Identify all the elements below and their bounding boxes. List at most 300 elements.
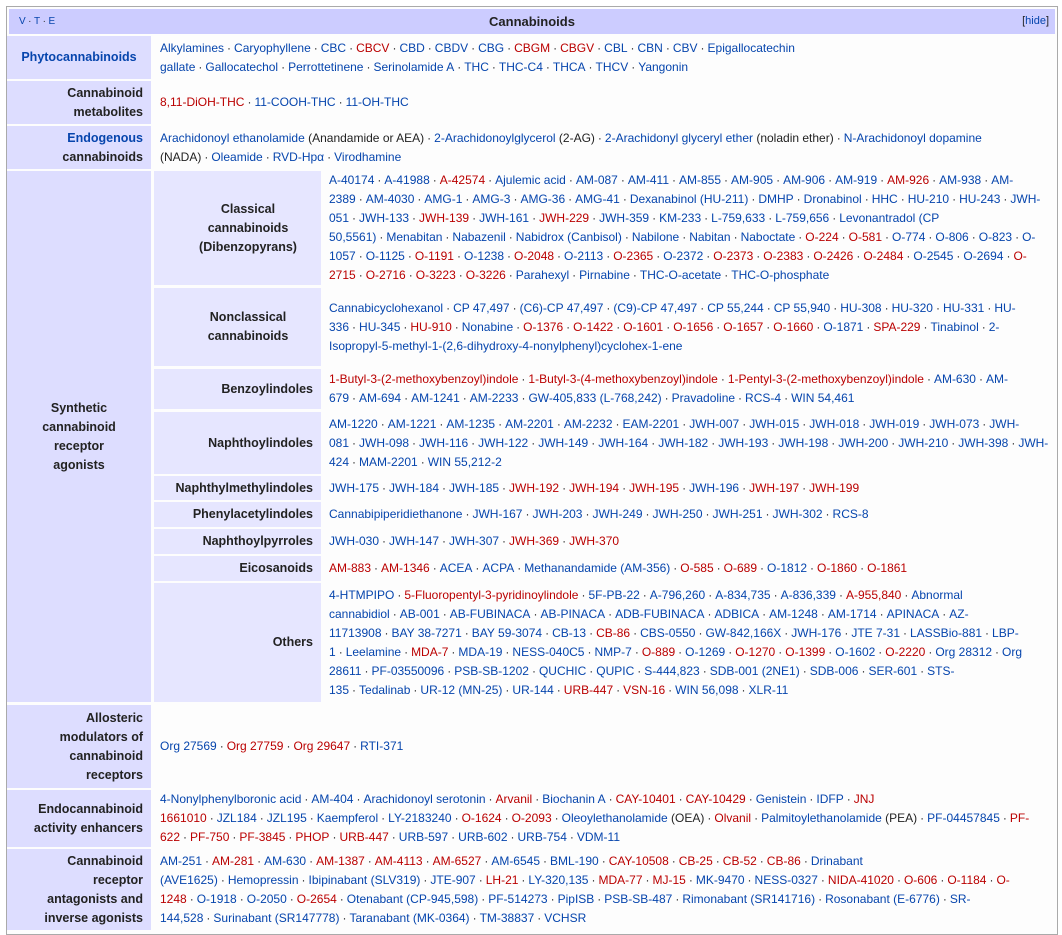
item-link[interactable]: JWH-147 — [389, 534, 440, 548]
item-link[interactable]: AB-001 — [399, 606, 440, 621]
item-link[interactable]: O-889 — [641, 644, 676, 659]
item-link[interactable]: THCV — [595, 59, 629, 74]
item-link[interactable]: HU-243 — [959, 192, 1001, 206]
item-link[interactable]: O-1624 — [461, 811, 502, 825]
hide-toggle[interactable]: [hide] — [1022, 15, 1049, 27]
item-link[interactable]: AM-905 — [731, 173, 774, 187]
item-link[interactable]: Leelamine — [345, 644, 402, 659]
item-link[interactable]: SR-144,528 — [160, 891, 971, 925]
item-link[interactable]: CB-86 — [596, 625, 631, 640]
item-link[interactable]: JWH-195 — [629, 480, 680, 495]
item-link[interactable]: Levonantradol (CP 50,5561) — [329, 211, 940, 244]
item-link[interactable]: Rosonabant (E-6776) — [825, 891, 940, 906]
item-link[interactable]: 11-OH-THC — [345, 95, 409, 109]
item-link[interactable]: Taranabant (MK-0364) — [349, 910, 470, 925]
item-link[interactable]: Org 27759 — [226, 739, 284, 753]
item-link[interactable]: VSN-16 — [623, 682, 666, 697]
item-link[interactable]: CAY-10401 — [615, 792, 676, 806]
item-link[interactable]: 1-Pentyl-3-(2-methoxybenzoyl)indole — [727, 372, 924, 386]
item-link[interactable]: A-42574 — [439, 173, 486, 187]
item-link[interactable]: Kaempferol — [316, 811, 379, 825]
item-link[interactable]: O-1184 — [947, 872, 987, 887]
item-link[interactable]: AM-2389 — [329, 173, 1014, 206]
item-link[interactable]: JWH-229 — [539, 211, 590, 225]
item-link[interactable]: 1-Butyl-3-(4-methoxybenzoyl)indole — [528, 372, 718, 386]
item-link[interactable]: JWH-250 — [652, 507, 703, 521]
item-link[interactable]: Pirnabine — [579, 268, 630, 282]
item-link[interactable]: LBP-1 — [329, 625, 1019, 659]
item-link[interactable]: JWH-370 — [569, 534, 620, 548]
item-link[interactable]: BML-190 — [550, 853, 599, 868]
item-link[interactable]: CBV — [672, 40, 698, 55]
item-link[interactable]: O-585 — [680, 561, 714, 575]
item-link[interactable]: CBGM — [514, 40, 551, 55]
item-link[interactable]: JWH-139 — [419, 211, 470, 225]
item-link[interactable]: PSB-SB-487 — [604, 891, 673, 906]
item-link[interactable]: AM-630 — [264, 853, 307, 868]
item-link[interactable]: Arachidonoyl ethanolamide — [160, 130, 305, 145]
item-link[interactable]: Drinabant (AVE1625) — [160, 853, 863, 887]
item-link[interactable]: O-2715 — [329, 249, 1027, 282]
item-link[interactable]: WIN 54,461 — [791, 391, 855, 405]
item-link[interactable]: AM-855 — [679, 173, 722, 187]
item-link[interactable]: MDA-7 — [411, 644, 449, 659]
item-link[interactable]: PF-514273 — [488, 891, 548, 906]
item-link[interactable]: O-581 — [848, 230, 883, 244]
item-link[interactable]: JWH-200 — [838, 435, 889, 450]
item-link[interactable]: RTI-371 — [360, 739, 404, 753]
item-link[interactable]: Serinolamide A — [373, 59, 455, 74]
item-link[interactable]: DMHP — [758, 192, 794, 206]
item-link[interactable]: ACEA — [439, 561, 473, 575]
item-link[interactable]: Gallocatechol — [205, 59, 279, 74]
item-link[interactable]: THC-O-phosphate — [731, 268, 830, 282]
item-link[interactable]: A-836,339 — [780, 587, 836, 602]
item-link[interactable]: MK-9470 — [695, 872, 745, 887]
item-link[interactable]: O-1399 — [785, 644, 826, 659]
item-link[interactable]: Org 27569 — [160, 739, 217, 753]
item-link[interactable]: HU-320 — [891, 300, 933, 315]
item-link[interactable]: ADB-FUBINACA — [615, 606, 705, 621]
item-link[interactable]: A-40174 — [329, 173, 375, 187]
item-link[interactable]: JWH-198 — [778, 435, 829, 450]
item-link[interactable]: O-224 — [805, 230, 839, 244]
item-link[interactable]: Tinabinol — [930, 319, 979, 334]
item-link[interactable]: CBL — [604, 40, 628, 55]
item-link[interactable]: HHC — [871, 192, 898, 206]
item-link[interactable]: Biochanin A — [542, 792, 606, 806]
item-link[interactable]: AM-919 — [835, 173, 878, 187]
item-link[interactable]: ADBICA — [714, 606, 760, 621]
phytocannabinoids-link[interactable]: Phytocannabinoids — [21, 50, 137, 64]
item-link[interactable]: URB-754 — [517, 830, 567, 844]
item-link[interactable]: JWH-197 — [749, 480, 800, 495]
item-link[interactable]: Surinabant (SR147778) — [213, 910, 340, 925]
item-link[interactable]: AM-2201 — [505, 416, 554, 431]
item-link[interactable]: URB-602 — [458, 830, 508, 844]
item-link[interactable]: JWH-019 — [869, 416, 920, 431]
item-link[interactable]: JWH-073 — [929, 416, 980, 431]
item-link[interactable]: MAM-2201 — [359, 454, 418, 469]
item-link[interactable]: Genistein — [755, 792, 807, 806]
item-link[interactable]: CP 47,497 — [453, 300, 510, 315]
item-link[interactable]: L-759,656 — [775, 211, 830, 225]
item-link[interactable]: 8,11-DiOH-THC — [160, 95, 245, 109]
item-link[interactable]: CBGV — [560, 40, 595, 55]
item-link[interactable]: JWH-249 — [592, 507, 643, 521]
item-link[interactable]: JWH-251 — [712, 507, 763, 521]
item-link[interactable]: WIN 55,212-2 — [427, 454, 502, 469]
item-link[interactable]: O-1601 — [623, 319, 664, 334]
item-link[interactable]: JWH-302 — [772, 507, 823, 521]
item-link[interactable]: UR-12 (MN-25) — [420, 682, 503, 697]
item-link[interactable]: Pravadoline — [671, 391, 736, 405]
item-link[interactable]: CBD — [399, 40, 425, 55]
item-link[interactable]: Cannabicyclohexanol — [329, 300, 444, 315]
item-link[interactable]: SDB-006 — [809, 663, 859, 678]
item-link[interactable]: O-806 — [935, 230, 969, 244]
item-link[interactable]: O-2426 — [813, 249, 854, 263]
item-link[interactable]: O-1248 — [160, 872, 1010, 906]
item-link[interactable]: SER-601 — [868, 663, 918, 678]
item-link[interactable]: AM-087 — [575, 173, 618, 187]
item-link[interactable]: O-2545 — [913, 249, 954, 263]
item-link[interactable]: APINACA — [886, 606, 940, 621]
item-link[interactable]: JWH-398 — [958, 435, 1009, 450]
item-link[interactable]: CBN — [637, 40, 663, 55]
item-link[interactable]: O-2220 — [885, 644, 926, 659]
item-link[interactable]: NIDA-41020 — [827, 872, 894, 887]
item-link[interactable]: O-2383 — [763, 249, 804, 263]
item-link[interactable]: THC — [464, 59, 489, 74]
item-link[interactable]: CP 55,940 — [773, 300, 831, 315]
item-link[interactable]: HU-308 — [840, 300, 882, 315]
item-link[interactable]: GW-405,833 (L-768,242) — [528, 391, 662, 405]
item-link[interactable]: JWH-051 — [329, 192, 1041, 225]
item-link[interactable]: Nabitan — [689, 230, 731, 244]
item-link[interactable]: AM-679 — [329, 372, 1008, 405]
item-link[interactable]: AM-4030 — [365, 192, 415, 206]
item-link[interactable]: O-606 — [903, 872, 938, 887]
item-link[interactable]: XLR-11 — [748, 682, 789, 697]
item-link[interactable]: A-834,735 — [715, 587, 771, 602]
item-link[interactable]: O-2113 — [564, 249, 604, 263]
item-link[interactable]: JNJ 1661010 — [160, 792, 875, 825]
item-link[interactable]: Cannabipiperidiethanone — [329, 507, 463, 521]
item-link[interactable]: URB-447 — [339, 830, 389, 844]
item-link[interactable]: S-444,823 — [644, 663, 700, 678]
item-link[interactable]: AB-PINACA — [540, 606, 606, 621]
item-link[interactable]: AM-926 — [887, 173, 930, 187]
item-link[interactable]: CAY-10429 — [685, 792, 746, 806]
item-link[interactable]: Oleamide — [211, 149, 263, 164]
item-link[interactable]: O-1191 — [414, 249, 454, 263]
item-link[interactable]: JZL184 — [216, 811, 257, 825]
item-link[interactable]: Dexanabinol (HU-211) — [629, 192, 749, 206]
item-link[interactable]: THC-C4 — [498, 59, 543, 74]
item-link[interactable]: HU-910 — [410, 319, 452, 334]
item-link[interactable]: O-774 — [892, 230, 926, 244]
item-link[interactable]: AM-6545 — [491, 853, 541, 868]
item-link[interactable]: JWH-192 — [509, 480, 560, 495]
item-link[interactable]: PSB-SB-1202 — [454, 663, 529, 678]
item-link[interactable]: JWH-193 — [718, 435, 769, 450]
item-link[interactable]: JWH-167 — [472, 507, 523, 521]
item-link[interactable]: Org 28611 — [329, 644, 1023, 678]
item-link[interactable]: Tedalinab — [359, 682, 411, 697]
item-link[interactable]: Nabidrox (Canbisol) — [515, 230, 622, 244]
item-link[interactable]: 2-Arachidonoylglycerol — [434, 130, 556, 145]
item-link[interactable]: URB-447 — [563, 682, 614, 697]
item-link[interactable]: O-2048 — [514, 249, 555, 263]
item-link[interactable]: JWH-018 — [809, 416, 860, 431]
item-link[interactable]: O-1918 — [196, 891, 237, 906]
hide-link[interactable]: hide — [1025, 15, 1046, 27]
item-link[interactable]: JWH-161 — [479, 211, 530, 225]
item-link[interactable]: AM-4113 — [374, 853, 423, 868]
item-link[interactable]: WIN 56,098 — [675, 682, 739, 697]
item-link[interactable]: CB-52 — [722, 853, 757, 868]
item-link[interactable]: SPA-229 — [873, 319, 921, 334]
item-link[interactable]: Naboctate — [740, 230, 796, 244]
item-link[interactable]: O-1861 — [867, 561, 908, 575]
item-link[interactable]: 4-Nonylphenylboronic acid — [160, 792, 302, 806]
item-link[interactable]: ACPA — [482, 561, 515, 575]
item-link[interactable]: O-2694 — [963, 249, 1004, 263]
item-link[interactable]: O-1269 — [685, 644, 726, 659]
item-link[interactable]: GW-842,166X — [705, 625, 782, 640]
item-link[interactable]: JWH-369 — [509, 534, 560, 548]
item-link[interactable]: PF-3845 — [239, 830, 286, 844]
item-link[interactable]: JWH-164 — [598, 435, 649, 450]
item-link[interactable]: O-2373 — [713, 249, 754, 263]
item-link[interactable]: A-41988 — [384, 173, 430, 187]
item-link[interactable]: AB-FUBINACA — [449, 606, 531, 621]
item-link[interactable]: Oleoylethanolamide — [561, 811, 668, 825]
item-link[interactable]: AM-251 — [160, 853, 203, 868]
item-link[interactable]: O-1270 — [735, 644, 776, 659]
item-link[interactable]: 2-Isopropyl-5-methyl-1-(2,6-dihydroxy-4-nonylphenyl)cyclohex-1-ene — [329, 319, 1000, 353]
item-link[interactable]: JTE-907 — [430, 872, 476, 887]
item-link[interactable]: Nabilone — [631, 230, 680, 244]
item-link[interactable]: Arachidonoyl serotonin — [363, 792, 486, 806]
item-link[interactable]: O-1057 — [329, 230, 1036, 263]
talk-template-link[interactable]: T — [34, 16, 41, 27]
item-link[interactable]: PF-622 — [160, 811, 1030, 844]
item-link[interactable]: Ibipinabant (SLV319) — [308, 872, 421, 887]
edit-template-link[interactable]: E — [48, 16, 56, 27]
item-link[interactable]: TM-38837 — [479, 910, 535, 925]
item-link[interactable]: JZL195 — [266, 811, 307, 825]
item-link[interactable]: O-2093 — [511, 811, 552, 825]
item-link[interactable]: Alkylamines — [160, 40, 225, 55]
item-link[interactable]: CBG — [478, 40, 505, 55]
item-link[interactable]: CBC — [320, 40, 347, 55]
item-link[interactable]: AM-906 — [783, 173, 826, 187]
item-link[interactable]: CBCV — [356, 40, 390, 55]
item-link[interactable]: AM-411 — [627, 173, 669, 187]
item-link[interactable]: AM-1248 — [769, 606, 818, 621]
item-link[interactable]: PF-03550096 — [371, 663, 445, 678]
item-link[interactable]: AM-1221 — [387, 416, 437, 431]
item-link[interactable]: O-1125 — [365, 249, 405, 263]
item-link[interactable]: Caryophyllene — [234, 40, 311, 55]
item-link[interactable]: CB-13 — [552, 625, 587, 640]
item-link[interactable]: AM-1714 — [827, 606, 877, 621]
item-link[interactable]: JWH-184 — [389, 480, 440, 495]
item-link[interactable]: O-2372 — [663, 249, 704, 263]
item-link[interactable]: SDB-001 (2NE1) — [709, 663, 800, 678]
item-link[interactable]: 1-Butyl-3-(2-methoxybenzoyl)indole — [329, 372, 519, 386]
item-link[interactable]: Hemopressin — [227, 872, 299, 887]
item-link[interactable]: AM-1387 — [316, 853, 365, 868]
item-link[interactable]: CBS-0550 — [640, 625, 696, 640]
item-link[interactable]: CP 55,244 — [707, 300, 764, 315]
item-link[interactable]: JWH-081 — [329, 416, 1020, 450]
item-link[interactable]: JWH-199 — [809, 480, 860, 495]
item-link[interactable]: AZ-11713908 — [329, 606, 969, 640]
item-link[interactable]: THC-O-acetate — [639, 268, 722, 282]
endogenous-link[interactable]: Endogenous — [67, 130, 143, 145]
item-link[interactable]: AMG-1 — [424, 192, 463, 206]
item-link[interactable]: Palmitoylethanolamide — [761, 811, 882, 825]
item-link[interactable]: EAM-2201 — [622, 416, 680, 431]
item-link[interactable]: AM-1346 — [381, 561, 430, 575]
item-link[interactable]: AM-2232 — [563, 416, 613, 431]
item-link[interactable]: JWH-133 — [359, 211, 410, 225]
item-link[interactable]: Org 29647 — [293, 739, 351, 753]
item-link[interactable]: LH-21 — [485, 872, 519, 887]
item-link[interactable]: AM-2233 — [469, 391, 519, 405]
item-link[interactable]: CB-86 — [766, 853, 801, 868]
item-link[interactable]: HU-345 — [359, 319, 401, 334]
item-link[interactable]: Yangonin — [638, 59, 689, 74]
item-link[interactable]: L-759,633 — [711, 211, 766, 225]
item-link[interactable]: VDM-11 — [576, 830, 620, 844]
item-link[interactable]: JWH-007 — [689, 416, 740, 431]
item-link[interactable]: O-1660 — [773, 319, 814, 334]
item-link[interactable]: NESS-0327 — [754, 872, 818, 887]
item-link[interactable]: Rimonabant (SR141716) — [682, 891, 816, 906]
item-link[interactable]: KM-233 — [659, 211, 702, 225]
item-link[interactable]: MDA-19 — [458, 644, 503, 659]
item-link[interactable]: O-2654 — [296, 891, 337, 906]
item-link[interactable]: Virodhamine — [334, 149, 402, 164]
item-link[interactable]: JWH-149 — [538, 435, 589, 450]
item-link[interactable]: 5F-PB-22 — [588, 587, 640, 602]
item-link[interactable]: O-1860 — [817, 561, 858, 575]
item-link[interactable]: MJ-15 — [652, 872, 686, 887]
item-link[interactable]: O-1657 — [723, 319, 764, 334]
item-link[interactable]: O-1812 — [767, 561, 808, 575]
item-link[interactable]: O-1602 — [835, 644, 876, 659]
item-link[interactable]: STS-135 — [329, 663, 955, 697]
item-link[interactable]: AM-630 — [933, 372, 976, 386]
item-link[interactable]: NMP-7 — [594, 644, 632, 659]
item-link[interactable]: UR-144 — [512, 682, 554, 697]
item-link[interactable]: AM-281 — [212, 853, 255, 868]
item-link[interactable]: PF-04457845 — [927, 811, 1000, 825]
item-link[interactable]: Otenabant (CP-945,598) — [346, 891, 479, 906]
item-link[interactable]: O-1422 — [573, 319, 614, 334]
item-link[interactable]: O-823 — [978, 230, 1013, 244]
item-link[interactable]: 11-COOH-THC — [254, 95, 336, 109]
item-link[interactable]: Arvanil — [495, 792, 533, 806]
item-link[interactable]: AM-883 — [329, 561, 372, 575]
item-link[interactable]: JWH-185 — [449, 480, 500, 495]
item-link[interactable]: AM-1241 — [411, 391, 460, 405]
item-link[interactable]: AM-938 — [939, 173, 982, 187]
item-link[interactable]: CBDV — [434, 40, 469, 55]
item-link[interactable]: JWH-116 — [419, 435, 469, 450]
item-link[interactable]: BAY 59-3074 — [471, 625, 543, 640]
item-link[interactable]: (C6)-CP 47,497 — [519, 300, 604, 315]
item-link[interactable]: VCHSR — [544, 910, 587, 925]
item-link[interactable]: JWH-175 — [329, 480, 380, 495]
item-link[interactable]: Olvanil — [714, 811, 752, 825]
item-link[interactable]: CAY-10508 — [608, 853, 669, 868]
item-link[interactable]: PF-750 — [190, 830, 230, 844]
item-link[interactable]: JWH-424 — [329, 435, 1049, 469]
item-link[interactable]: O-1656 — [673, 319, 714, 334]
item-link[interactable]: Epigallocatechin gallate — [160, 40, 795, 74]
item-link[interactable]: O-2050 — [246, 891, 287, 906]
item-link[interactable]: LY-320,135 — [528, 872, 589, 887]
item-link[interactable]: A-955,840 — [845, 587, 902, 602]
item-link[interactable]: HU-210 — [907, 192, 950, 206]
item-link[interactable]: JWH-098 — [359, 435, 410, 450]
item-link[interactable]: JWH-196 — [689, 480, 740, 495]
item-link[interactable]: PipISB — [557, 891, 595, 906]
item-link[interactable]: JWH-307 — [449, 534, 500, 548]
item-link[interactable]: URB-597 — [398, 830, 449, 844]
item-link[interactable]: AM-694 — [359, 391, 402, 405]
item-link[interactable]: PHOP — [295, 830, 330, 844]
item-link[interactable]: O-1376 — [523, 319, 564, 334]
item-link[interactable]: JWH-182 — [658, 435, 709, 450]
item-link[interactable]: RCS-4 — [745, 391, 782, 405]
item-link[interactable]: Menabitan — [386, 230, 443, 244]
item-link[interactable]: JWH-015 — [749, 416, 800, 431]
item-link[interactable]: RVD-Hpα — [272, 149, 325, 164]
item-link[interactable]: O-1238 — [463, 249, 505, 263]
item-link[interactable]: Nabazenil — [452, 230, 506, 244]
item-link[interactable]: Methanandamide (AM-356) — [524, 561, 671, 575]
item-link[interactable]: Ajulemic acid — [495, 173, 566, 187]
item-link[interactable]: AM-1220 — [329, 416, 378, 431]
item-link[interactable]: Dronabinol — [803, 192, 862, 206]
item-link[interactable]: AMG-36 — [520, 192, 566, 206]
item-link[interactable]: AM-404 — [311, 792, 354, 806]
item-link[interactable]: JWH-194 — [569, 480, 620, 495]
item-link[interactable]: THCA — [552, 59, 586, 74]
item-link[interactable]: N-Arachidonoyl dopamine — [843, 130, 982, 145]
item-link[interactable]: 5-Fluoropentyl-3-pyridinoylindole — [404, 587, 579, 602]
item-link[interactable]: 2-Arachidonyl glyceryl ether — [604, 130, 753, 145]
item-link[interactable]: LY-2183240 — [388, 811, 452, 825]
item-link[interactable]: NESS-040C5 — [512, 644, 585, 659]
item-link[interactable]: LASSBio-881 — [910, 625, 983, 640]
item-link[interactable]: Perrottetinene — [288, 59, 364, 74]
item-link[interactable]: AMG-3 — [472, 192, 511, 206]
item-link[interactable]: JWH-030 — [329, 534, 380, 548]
item-link[interactable]: JWH-176 — [791, 625, 842, 640]
item-link[interactable]: O-2484 — [863, 249, 904, 263]
item-link[interactable]: JWH-359 — [599, 211, 650, 225]
item-link[interactable]: O-3223 — [415, 268, 456, 282]
item-link[interactable]: Abnormal cannabidiol — [329, 587, 963, 621]
item-link[interactable]: O-1871 — [823, 319, 864, 334]
